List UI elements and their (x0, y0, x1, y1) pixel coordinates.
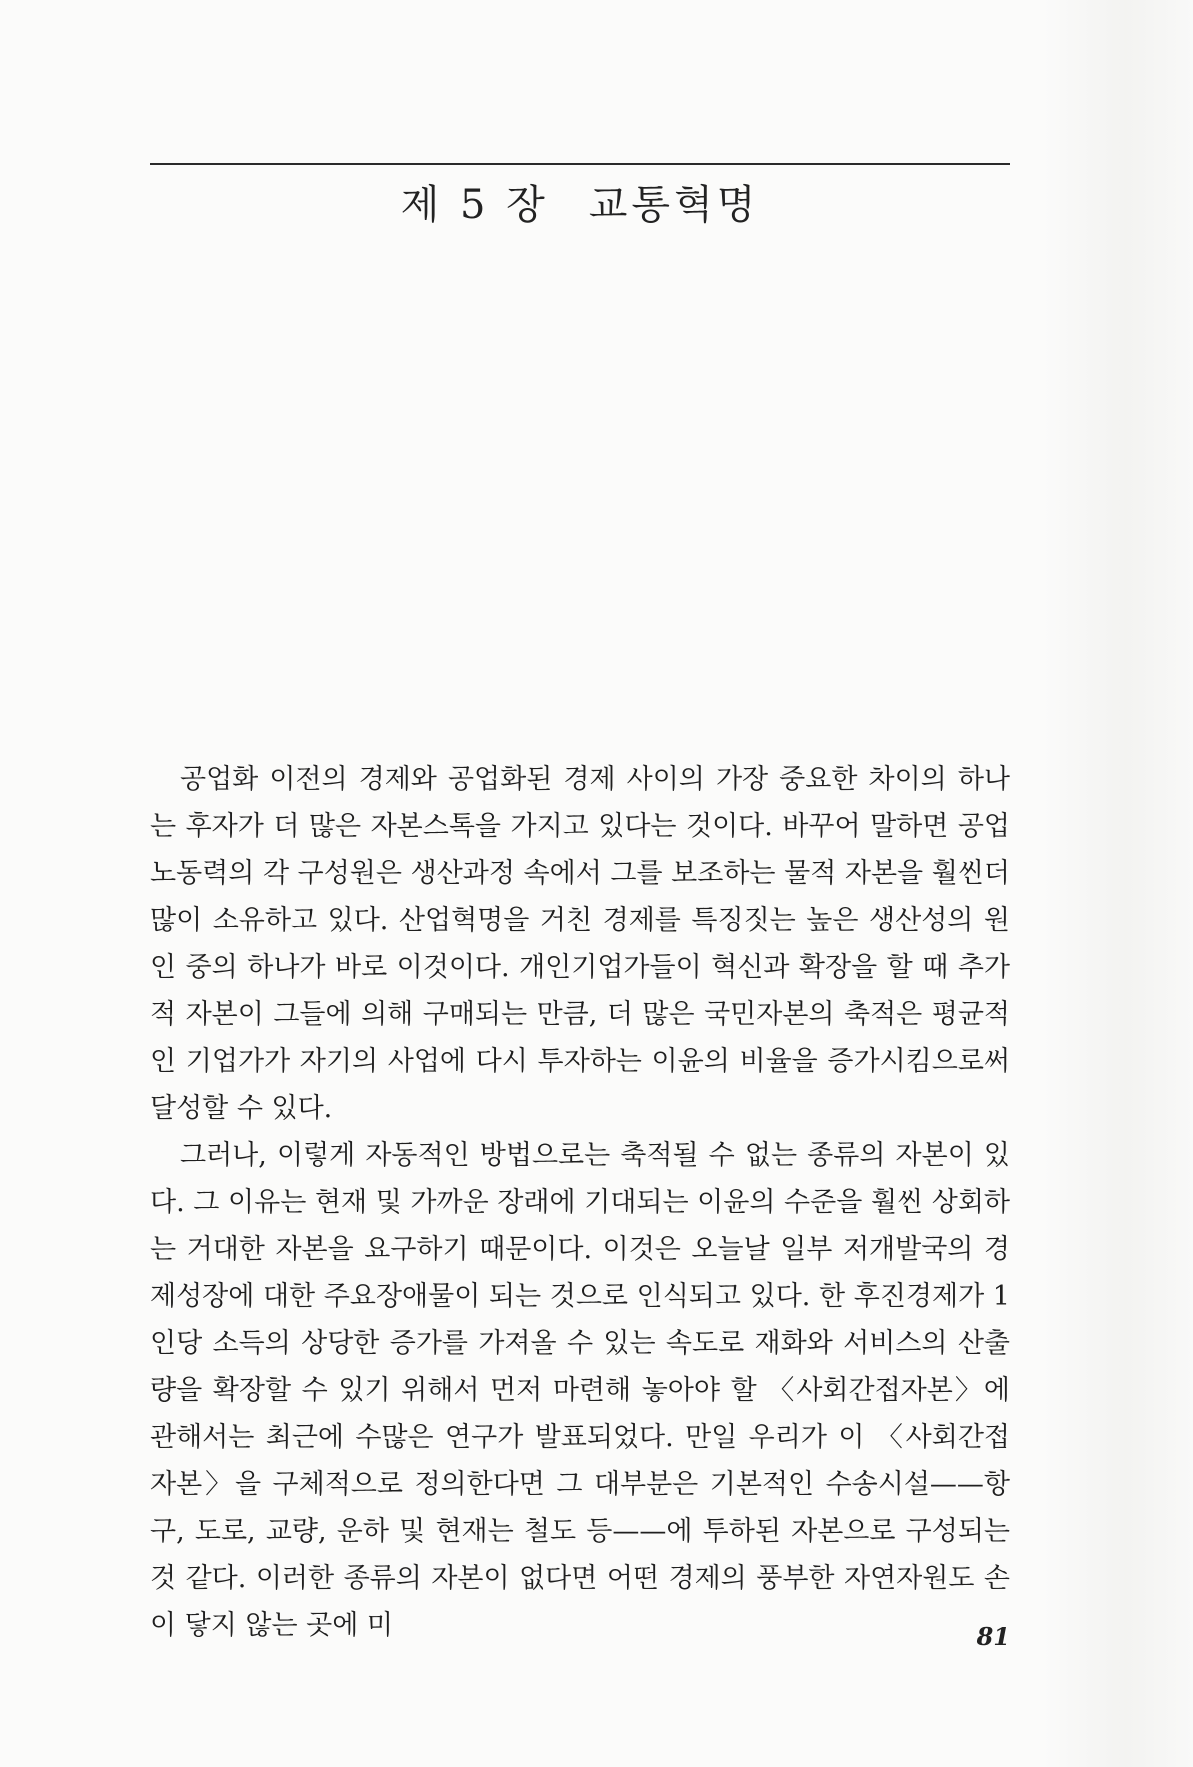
paragraph: 그러나, 이렇게 자동적인 방법으로는 축적될 수 없는 종류의 자본이 있다. 그 이유는 현재 및 가까운 장래에 기대되는 이윤의 수준을 훨씬 상회하는 거대한 자본을 요구하기 때문이다. 이것은 오늘날 일부 저개발국의 경제성장에 대한 주요장애물이 되는 것으로 인식되고 있다. 한 후진경제가 1인당 소득의 상당한 증가를 가져올 수 있는 속도로 재화와 서비스의 산출량을 확장할 수 있기 위해서 먼저 마련해 놓아야 할 〈사회간접자본〉에 관해서는 최근에 수많은 연구가 발표되었다. 만일 우리가 이 〈사회간접자본〉을 구체적으로 정의한다면 그 대부분은 기본적인 수송시설——항구, 도로, 교량, 운하 및 현재는 철도 등——에 투하된 자본으로 구성되는 것 같다. 이러한 종류의 자본이 없다면 어떤 경제의 풍부한 자연자원도 손이 닿지 않는 곳에 미 (150, 1140, 1010, 1641)
chapter-number: 제 5 장 (400, 182, 549, 228)
body-text (150, 756, 1010, 1649)
page-edge-shadow (1043, 0, 1193, 1767)
chapter-heading (150, 180, 1010, 230)
paragraph: 공업화 이전의 경제와 공업화된 경제 사이의 가장 중요한 차이의 하나는 후자가 더 많은 자본스톡을 가지고 있다는 것이다. 바꾸어 말하면 공업노동력의 각 구성원은 생산과정 속에서 그를 보조하는 물적 자본을 훨씬더 많이 소유하고 있다. 산업혁명을 거친 경제를 특징짓는 높은 생산성의 원인 중의 하나가 바로 이것이다. 개인기업가들이 혁신과 확장을 할 때 추가적 자본이 그들에 의해 구매되는 만큼, 더 많은 국민자본의 축적은 평균적인 기업가가 자기의 사업에 다시 투자하는 이윤의 비율을 증가시킴으로써 달성할 수 있다. (150, 764, 1010, 1124)
chapter-title: 교통혁명 (588, 182, 760, 228)
header-rule (150, 163, 1010, 165)
page-number: 81 (976, 1622, 1010, 1651)
